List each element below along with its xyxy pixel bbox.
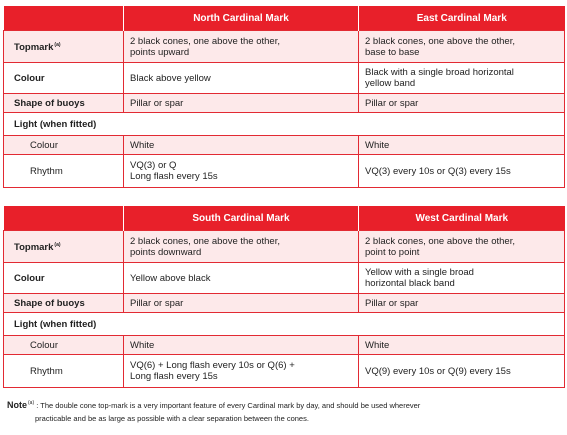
header-row bbox=[4, 6, 565, 31]
cell-line: yellow band bbox=[365, 78, 416, 89]
cell-line: 2 black cones, one above the other, bbox=[130, 35, 280, 47]
header-west: West Cardinal Mark bbox=[359, 206, 565, 231]
cell-line: 2 black cones, one above the other, bbox=[130, 235, 280, 247]
header-south: South Cardinal Mark bbox=[124, 206, 359, 231]
topmark-text: Topmark bbox=[14, 42, 54, 53]
label-light-colour: Colour bbox=[4, 336, 124, 355]
cell-line: VQ(3) or Q bbox=[130, 160, 177, 171]
cell-line: base to base bbox=[365, 46, 420, 58]
row-shape bbox=[4, 94, 565, 113]
label-light-colour: Colour bbox=[4, 136, 124, 155]
row-colour bbox=[4, 263, 565, 294]
cell-line: Yellow with a single broad bbox=[365, 267, 474, 278]
cell-rhythm-north bbox=[124, 155, 359, 188]
header-blank bbox=[4, 6, 124, 31]
row-topmark bbox=[4, 231, 565, 263]
label-topmark bbox=[4, 31, 124, 63]
cell-shape-west: Pillar or spar bbox=[359, 294, 565, 313]
cell-rhythm-south bbox=[124, 355, 359, 388]
cell-line: Yellow above black bbox=[130, 272, 211, 284]
label-rhythm: Rhythm bbox=[4, 155, 124, 188]
cell-colour-west bbox=[359, 263, 565, 294]
cell-line: points upward bbox=[130, 46, 190, 58]
cell-line: 2 black cones, one above the other, bbox=[365, 235, 515, 247]
cell-colour-north bbox=[124, 63, 359, 94]
cell-light-colour-south: White bbox=[124, 336, 359, 355]
header-blank bbox=[4, 206, 124, 231]
row-colour bbox=[4, 63, 565, 94]
note-sup: (a) bbox=[28, 400, 35, 406]
row-light bbox=[4, 313, 565, 336]
cell-line: Long flash every 15s bbox=[130, 171, 218, 182]
cell-line: 2 black cones, one above the other, bbox=[365, 35, 515, 47]
note-line-2: practicable and be as large as possible with a clear separation between the cones. bbox=[35, 414, 309, 423]
cell-line: points downward bbox=[130, 246, 202, 258]
cell-light-colour-east: White bbox=[359, 136, 565, 155]
cell-light-colour-north: White bbox=[124, 136, 359, 155]
cell-line: horizontal black band bbox=[365, 278, 455, 289]
cell-topmark-east bbox=[359, 31, 565, 63]
row-rhythm bbox=[4, 355, 565, 388]
cell-shape-east: Pillar or spar bbox=[359, 94, 565, 113]
cell-topmark-south bbox=[124, 231, 359, 263]
cell-rhythm-east bbox=[359, 155, 565, 188]
header-row bbox=[4, 206, 565, 231]
cell-topmark-north bbox=[124, 31, 359, 63]
row-topmark bbox=[4, 31, 565, 63]
table-south-west bbox=[3, 206, 565, 388]
note-label: Note bbox=[7, 400, 27, 410]
cell-colour-south bbox=[124, 263, 359, 294]
label-shape: Shape of buoys bbox=[4, 294, 124, 313]
row-light-colour bbox=[4, 336, 565, 355]
cell-line: point to point bbox=[365, 246, 420, 258]
cell-colour-east bbox=[359, 63, 565, 94]
label-light: Light (when fitted) bbox=[4, 113, 565, 136]
header-east: East Cardinal Mark bbox=[359, 6, 565, 31]
header-north: North Cardinal Mark bbox=[124, 6, 359, 31]
row-rhythm bbox=[4, 155, 565, 188]
row-shape bbox=[4, 294, 565, 313]
cell-shape-south: Pillar or spar bbox=[124, 294, 359, 313]
cell-line: Black with a single broad horizontal bbox=[365, 67, 514, 78]
cell-line: Long flash every 15s bbox=[130, 371, 218, 382]
footnote bbox=[7, 397, 557, 425]
topmark-sup: (a) bbox=[54, 42, 61, 48]
cell-line: VQ(9) every 10s or Q(9) every 15s bbox=[365, 365, 511, 377]
row-light-colour bbox=[4, 136, 565, 155]
note-line-1: : The double cone top-mark is a very important feature of every Cardinal mark by day, and should be used wherever bbox=[36, 401, 421, 410]
table-north-east bbox=[3, 6, 565, 188]
cell-line: VQ(6) + Long flash every 10s or Q(6) + bbox=[130, 360, 295, 371]
label-shape: Shape of buoys bbox=[4, 94, 124, 113]
cell-line: VQ(3) every 10s or Q(3) every 15s bbox=[365, 165, 511, 177]
label-topmark bbox=[4, 231, 124, 263]
cell-shape-north: Pillar or spar bbox=[124, 94, 359, 113]
cell-line: Black above yellow bbox=[130, 72, 211, 84]
topmark-text: Topmark bbox=[14, 242, 54, 253]
cell-rhythm-west bbox=[359, 355, 565, 388]
label-colour: Colour bbox=[4, 263, 124, 294]
cell-topmark-west bbox=[359, 231, 565, 263]
label-rhythm: Rhythm bbox=[4, 355, 124, 388]
label-colour: Colour bbox=[4, 63, 124, 94]
row-light bbox=[4, 113, 565, 136]
label-light: Light (when fitted) bbox=[4, 313, 565, 336]
topmark-sup: (a) bbox=[54, 242, 61, 248]
cell-light-colour-west: White bbox=[359, 336, 565, 355]
